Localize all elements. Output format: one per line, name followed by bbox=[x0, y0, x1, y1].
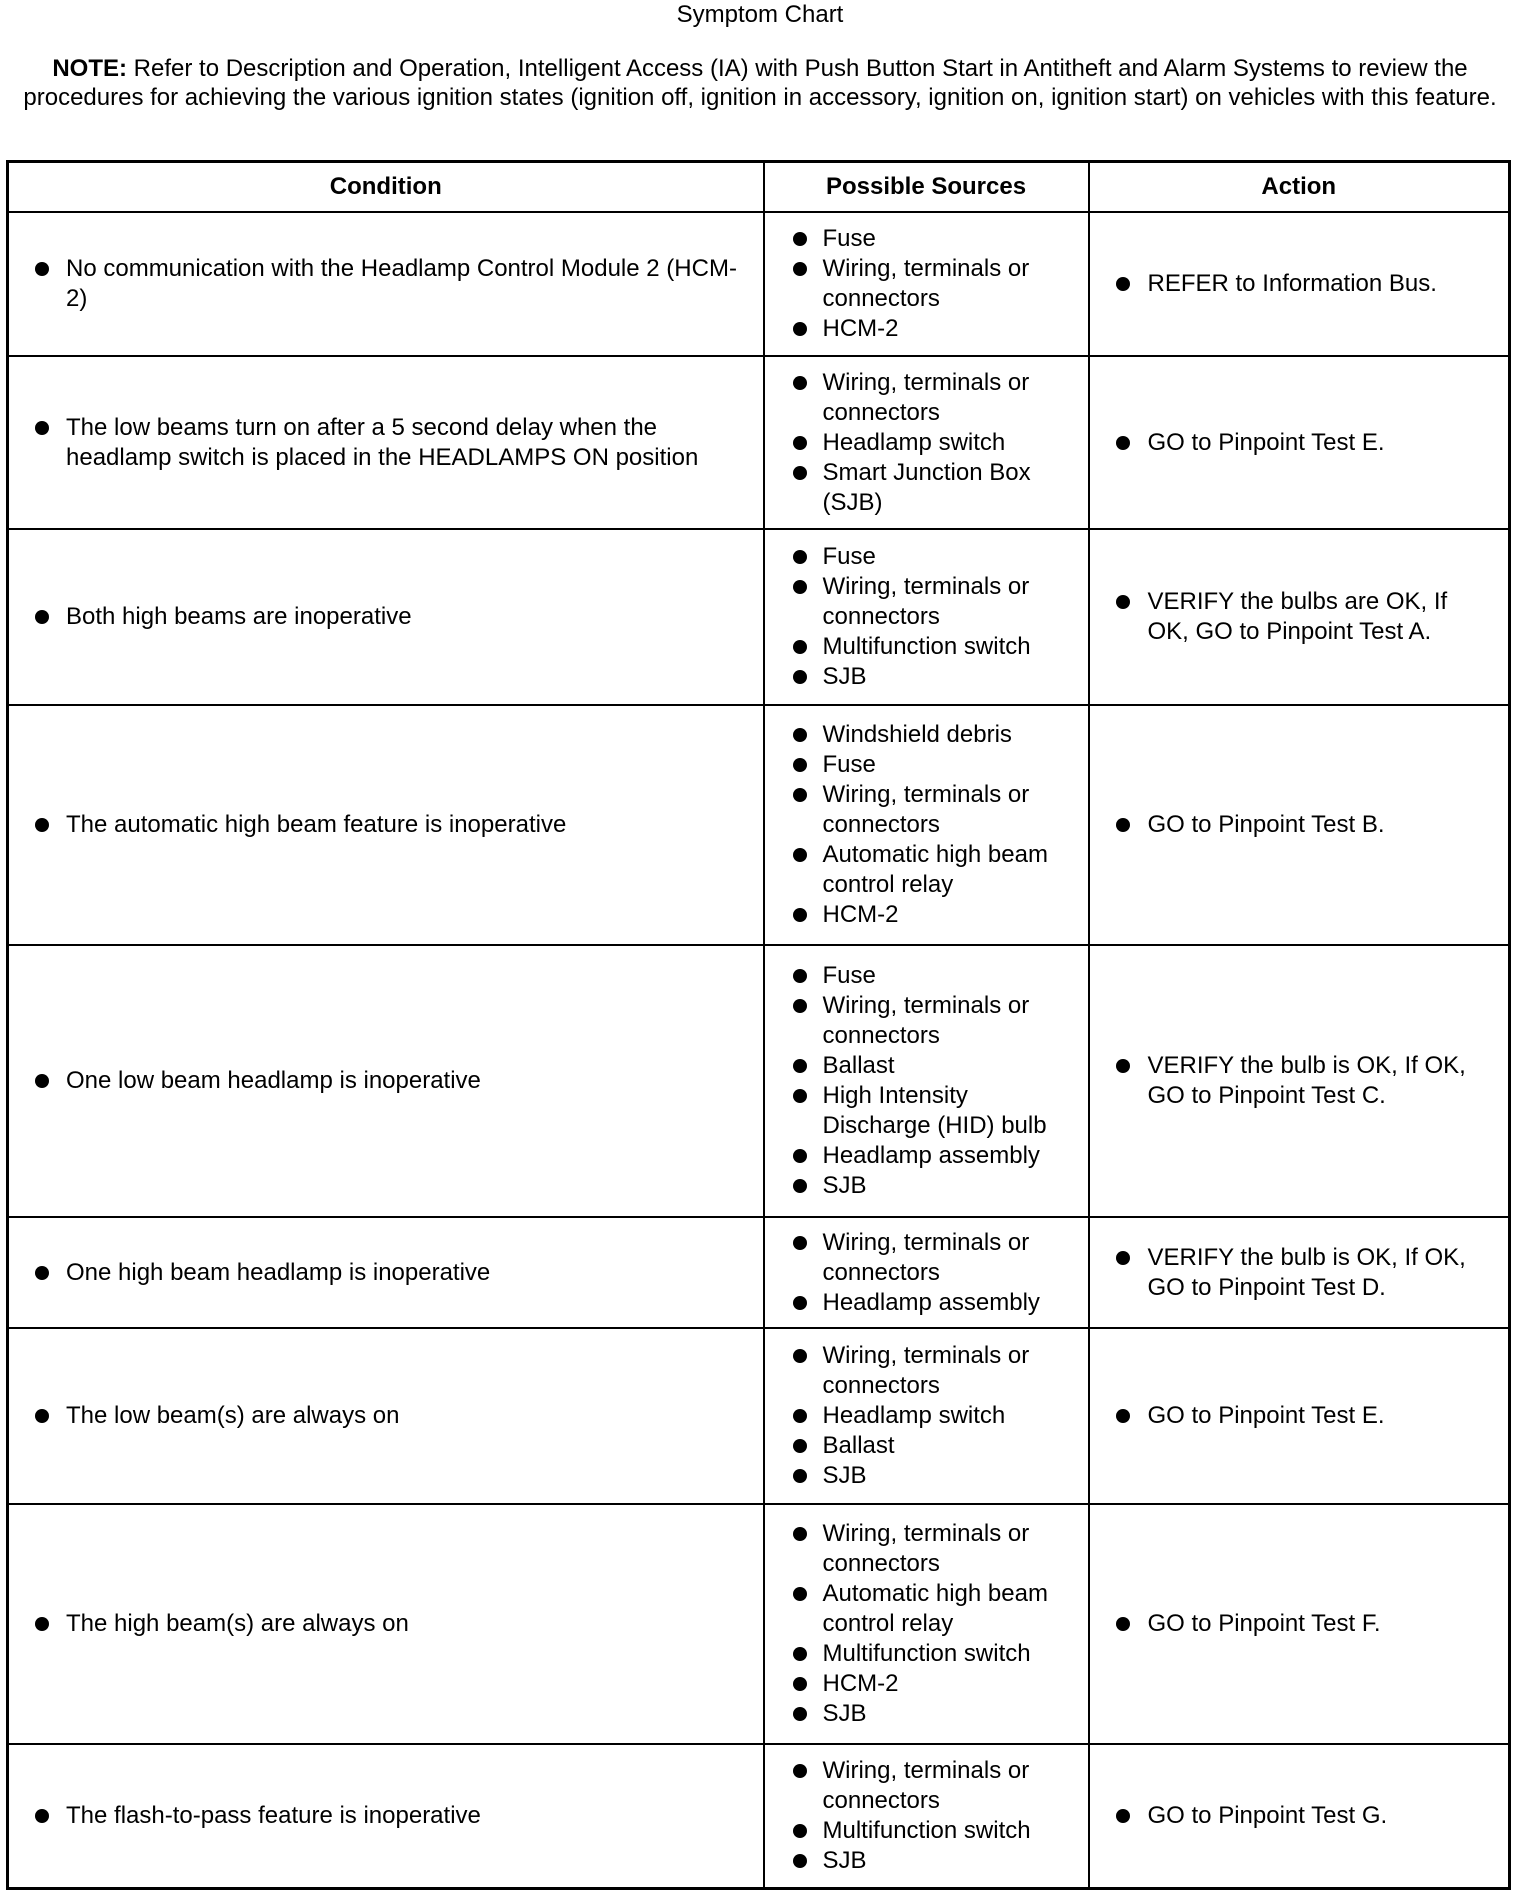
symptom-chart-table bbox=[6, 160, 1511, 1890]
condition-text: Both high beams are inoperative bbox=[9, 602, 763, 632]
condition-cell bbox=[8, 529, 764, 705]
action-text: VERIFY the bulb is OK, If OK, GO to Pinpoint Test D. bbox=[1090, 1243, 1509, 1303]
table-header-row bbox=[8, 162, 1510, 213]
condition-cell bbox=[8, 1328, 764, 1504]
condition-text: The flash-to-pass feature is inoperative bbox=[9, 1801, 763, 1831]
table-row bbox=[8, 705, 1510, 945]
action-cell bbox=[1089, 212, 1510, 356]
source-item: Windshield debris bbox=[765, 720, 1088, 750]
header-possible-sources: Possible Sources bbox=[764, 162, 1089, 213]
source-item: Wiring, terminals or connectors bbox=[765, 368, 1088, 428]
table-row bbox=[8, 945, 1510, 1217]
source-item: Automatic high beam control relay bbox=[765, 840, 1088, 900]
source-item: SJB bbox=[765, 662, 1088, 692]
table-body bbox=[8, 212, 1510, 1888]
action-cell bbox=[1089, 1328, 1510, 1504]
source-item: Headlamp switch bbox=[765, 428, 1088, 458]
source-item: Automatic high beam control relay bbox=[765, 1579, 1088, 1639]
possible-sources-cell bbox=[764, 945, 1089, 1217]
action-text: GO to Pinpoint Test E. bbox=[1090, 428, 1509, 458]
note-paragraph bbox=[10, 54, 1510, 112]
possible-sources-cell bbox=[764, 1504, 1089, 1744]
condition-text: The automatic high beam feature is inoperative bbox=[9, 810, 763, 840]
condition-cell bbox=[8, 705, 764, 945]
action-text: REFER to Information Bus. bbox=[1090, 269, 1509, 299]
condition-cell bbox=[8, 1744, 764, 1888]
source-item: SJB bbox=[765, 1171, 1088, 1201]
possible-sources-cell bbox=[764, 1744, 1089, 1888]
source-item: Fuse bbox=[765, 961, 1088, 991]
header-condition: Condition bbox=[8, 162, 764, 213]
possible-sources-cell bbox=[764, 1328, 1089, 1504]
source-item: HCM-2 bbox=[765, 314, 1088, 344]
source-item: Wiring, terminals or connectors bbox=[765, 1756, 1088, 1816]
source-item: Wiring, terminals or connectors bbox=[765, 991, 1088, 1051]
source-item: Fuse bbox=[765, 224, 1088, 254]
condition-text: The high beam(s) are always on bbox=[9, 1609, 763, 1639]
action-cell bbox=[1089, 1504, 1510, 1744]
condition-text: No communication with the Headlamp Control Module 2 (HCM-2) bbox=[9, 254, 763, 314]
source-item: Multifunction switch bbox=[765, 632, 1088, 662]
header-action: Action bbox=[1089, 162, 1510, 213]
source-item: HCM-2 bbox=[765, 900, 1088, 930]
source-item: Smart Junction Box (SJB) bbox=[765, 458, 1088, 518]
condition-cell bbox=[8, 212, 764, 356]
action-cell bbox=[1089, 529, 1510, 705]
source-item: Headlamp assembly bbox=[765, 1288, 1088, 1318]
page-title: Symptom Chart bbox=[676, 1, 844, 28]
condition-text: One high beam headlamp is inoperative bbox=[9, 1258, 763, 1288]
possible-sources-cell bbox=[764, 1217, 1089, 1328]
source-item: HCM-2 bbox=[765, 1669, 1088, 1699]
table-row bbox=[8, 1217, 1510, 1328]
condition-cell bbox=[8, 1217, 764, 1328]
source-item: Ballast bbox=[765, 1431, 1088, 1461]
action-text: GO to Pinpoint Test B. bbox=[1090, 810, 1509, 840]
source-item: Wiring, terminals or connectors bbox=[765, 254, 1088, 314]
possible-sources-cell bbox=[764, 356, 1089, 529]
action-cell bbox=[1089, 945, 1510, 1217]
action-cell bbox=[1089, 1744, 1510, 1888]
possible-sources-cell bbox=[764, 212, 1089, 356]
table-row bbox=[8, 1744, 1510, 1888]
source-item: Wiring, terminals or connectors bbox=[765, 1519, 1088, 1579]
source-item: Wiring, terminals or connectors bbox=[765, 572, 1088, 632]
action-text: VERIFY the bulbs are OK, If OK, GO to Pinpoint Test A. bbox=[1090, 587, 1509, 647]
source-item: Headlamp switch bbox=[765, 1401, 1088, 1431]
table-row bbox=[8, 1328, 1510, 1504]
action-cell bbox=[1089, 1217, 1510, 1328]
condition-text: The low beam(s) are always on bbox=[9, 1401, 763, 1431]
condition-text: The low beams turn on after a 5 second delay when the headlamp switch is placed in the HEADLAMPS ON position bbox=[9, 413, 763, 473]
possible-sources-cell bbox=[764, 529, 1089, 705]
note-label: NOTE: bbox=[52, 55, 127, 82]
action-text: GO to Pinpoint Test G. bbox=[1090, 1801, 1509, 1831]
source-item: Ballast bbox=[765, 1051, 1088, 1081]
source-item: Wiring, terminals or connectors bbox=[765, 1341, 1088, 1401]
table-row bbox=[8, 529, 1510, 705]
source-item: Wiring, terminals or connectors bbox=[765, 780, 1088, 840]
condition-cell bbox=[8, 356, 764, 529]
table-row bbox=[8, 356, 1510, 529]
source-item: SJB bbox=[765, 1846, 1088, 1876]
source-item: Fuse bbox=[765, 542, 1088, 572]
source-item: SJB bbox=[765, 1699, 1088, 1729]
action-text: GO to Pinpoint Test E. bbox=[1090, 1401, 1509, 1431]
source-item: High Intensity Discharge (HID) bulb bbox=[765, 1081, 1088, 1141]
action-cell bbox=[1089, 705, 1510, 945]
source-item: SJB bbox=[765, 1461, 1088, 1491]
condition-cell bbox=[8, 1504, 764, 1744]
source-item: Wiring, terminals or connectors bbox=[765, 1228, 1088, 1288]
action-cell bbox=[1089, 356, 1510, 529]
possible-sources-cell bbox=[764, 705, 1089, 945]
source-item: Multifunction switch bbox=[765, 1816, 1088, 1846]
table-row bbox=[8, 212, 1510, 356]
condition-text: One low beam headlamp is inoperative bbox=[9, 1066, 763, 1096]
source-item: Multifunction switch bbox=[765, 1639, 1088, 1669]
source-item: Fuse bbox=[765, 750, 1088, 780]
action-text: GO to Pinpoint Test F. bbox=[1090, 1609, 1509, 1639]
table-row bbox=[8, 1504, 1510, 1744]
condition-cell bbox=[8, 945, 764, 1217]
action-text: VERIFY the bulb is OK, If OK, GO to Pinpoint Test C. bbox=[1090, 1051, 1509, 1111]
note-text: Refer to Description and Operation, Intelligent Access (IA) with Push Button Start in Antitheft and Alarm Systems to review the procedures for achieving the various ignition states (ignition off, ignition in accessory, ignition on, ignition start) on vehicles with this feature. bbox=[23, 55, 1497, 111]
source-item: Headlamp assembly bbox=[765, 1141, 1088, 1171]
